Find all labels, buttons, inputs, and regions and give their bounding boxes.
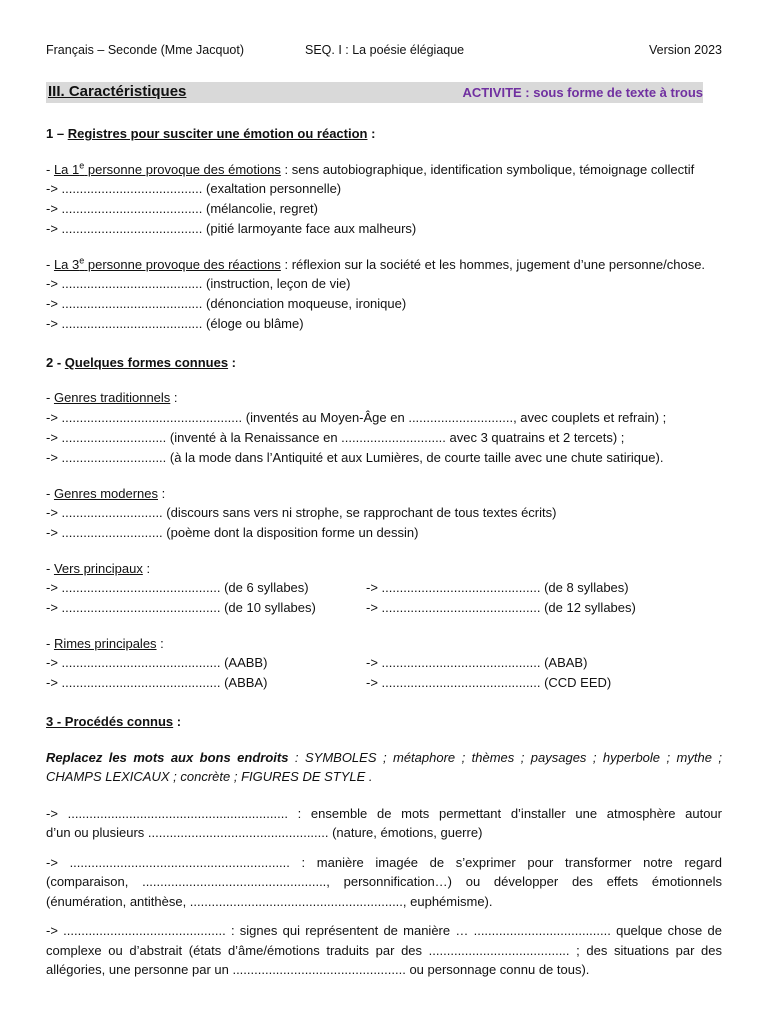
first-person-desc: : sens autobiographique, identification symbolique, témoignage collectif (280, 162, 695, 177)
list-item: -> ............................................ (CCD EED) (366, 675, 612, 690)
instruction-line-1 (46, 750, 722, 766)
paragraph-line: complexe ou d’abstrait (états d’âme/émotions traduits par des ....................................... ; des situations par des (46, 943, 722, 958)
list-item: -> ............................. (à la mode dans l’Antiquité et aux Lumières, de courte taille avec une chute satirique). (46, 450, 664, 465)
list-item: -> ............................................ (de 10 syllabes) (46, 600, 316, 615)
rhymes-row (46, 655, 722, 671)
list-item: -> ....................................... (instruction, leçon de vie) (46, 276, 351, 291)
part1-colon: : (367, 126, 376, 141)
rhymes-row (46, 675, 722, 691)
instruction-bold: Replacez les mots aux bons endroits (46, 750, 289, 765)
part2-number: 2 - (46, 355, 62, 370)
list-item: -> ............................. (inventé à la Renaissance en ............................. avec 3 quatrains et 2 tercets) ; (46, 430, 625, 445)
paragraph-line: (énumération, antithèse, ..........................................................., euphémisme). (46, 894, 493, 909)
first-person-label-sup: e (79, 160, 85, 171)
list-item: -> ............................................ (AABB) (46, 655, 268, 670)
page-header (46, 43, 722, 59)
list-item: -> ............................................ (de 6 syllabes) (46, 580, 309, 595)
part1-title: Registres pour susciter une émotion ou réaction (67, 126, 368, 141)
paragraph-line: -> ............................................................. : ensemble de mots permettant d’installer une atmosphère autour (46, 806, 722, 821)
verses-row (46, 580, 722, 596)
list-item: -> ............................................ (de 8 syllabes) (366, 580, 629, 595)
list-item: -> ....................................... (mélancolie, regret) (46, 201, 318, 216)
list-item: -> ....................................... (exaltation personnelle) (46, 181, 342, 196)
paragraph-line: d’un ou plusieurs .................................................. (nature, émotions, guerre) (46, 825, 483, 840)
third-person-label-sup: e (79, 255, 85, 266)
paragraph-line: -> ............................................. : signes qui représentent de manière … ...................................... quelque chose de (46, 923, 722, 938)
list-item: -> ............................................ (de 12 syllabes) (366, 600, 636, 615)
list-item: -> ............................................ (ABAB) (366, 655, 588, 670)
first-person-label-b: personne provoque des émotions (84, 162, 281, 177)
part1-number: 1 – (46, 126, 65, 141)
verses-text: Vers principaux (53, 561, 143, 576)
instruction-words-1: : SYMBOLES ; métaphore ; thèmes ; paysages ; hyperbole ; mythe ; (288, 750, 722, 765)
instruction-words-2: CHAMPS LEXICAUX ; concrète ; FIGURES DE STYLE . (46, 769, 373, 784)
section-title: III. Caractéristiques (48, 83, 187, 100)
list-item: -> ....................................... (pitié larmoyante face aux malheurs) (46, 221, 417, 236)
verses-row (46, 600, 722, 616)
list-item: -> ............................................ (ABBA) (46, 675, 268, 690)
part3-colon: : (173, 714, 182, 729)
modern-genres-text: Genres modernes (53, 486, 159, 501)
part2-colon: : (228, 355, 237, 370)
rhymes-text: Rimes principales (53, 636, 157, 651)
first-person-label-a: La 1 (53, 162, 80, 177)
list-item: -> ....................................... (dénonciation moqueuse, ironique) (46, 296, 407, 311)
paragraph-line: -> ............................................................. : manière imagée de s’exprimer pour transformer notre regard (46, 855, 722, 870)
first-person-line: - La 1e personne provoque des émotions : sens autobiographique, identification symbolique, témoignage collectif (46, 160, 695, 177)
first-person-label (54, 162, 281, 177)
traditional-genres-label: - Genres traditionnels : (46, 390, 178, 405)
list-item: -> .................................................. (inventés au Moyen-Âge en ............................., avec couplets et refrain) ; (46, 410, 667, 425)
third-person-label-a: La 3 (53, 257, 80, 272)
part3-heading (46, 714, 181, 730)
paragraph-line: allégories, une personne par un ................................................ ou personnage connu de tous). (46, 962, 590, 977)
traditional-genres-text: Genres traditionnels (53, 390, 171, 405)
third-person-label-b: personne provoque des réactions (84, 257, 281, 272)
third-person-label (54, 257, 281, 272)
rhymes-label: - Rimes principales : (46, 636, 164, 651)
list-item: -> ............................ (discours sans vers ni strophe, se rapprochant de tous textes écrits) (46, 505, 557, 520)
third-person-line: - La 3e personne provoque des réactions : réflexion sur la société et les hommes, jugement d’une personne/chose. (46, 255, 706, 272)
activity-label: ACTIVITE : sous forme de texte à trous (462, 85, 703, 100)
header-course: Français – Seconde (Mme Jacquot) (46, 43, 245, 57)
part2-heading (46, 355, 236, 371)
list-item: -> ............................ (poème dont la disposition forme un dessin) (46, 525, 419, 540)
third-person-desc: : réflexion sur la société et les hommes, jugement d’une personne/chose. (280, 257, 706, 272)
part1-heading (46, 126, 375, 142)
header-version: Version 2023 (649, 43, 722, 57)
section-heading-bar (46, 82, 703, 103)
list-item: -> ....................................... (éloge ou blâme) (46, 316, 304, 331)
part2-title: Quelques formes connues (64, 355, 229, 370)
paragraph-line: (comparaison, ..................................................., personnification…) ou développer des effets émotionnels (46, 874, 722, 889)
verses-label: - Vers principaux : (46, 561, 151, 576)
modern-genres-label: - Genres modernes : (46, 486, 166, 501)
part3-title: 3 - Procédés connus (46, 714, 174, 729)
header-sequence: SEQ. I : La poésie élégiaque (305, 43, 465, 57)
